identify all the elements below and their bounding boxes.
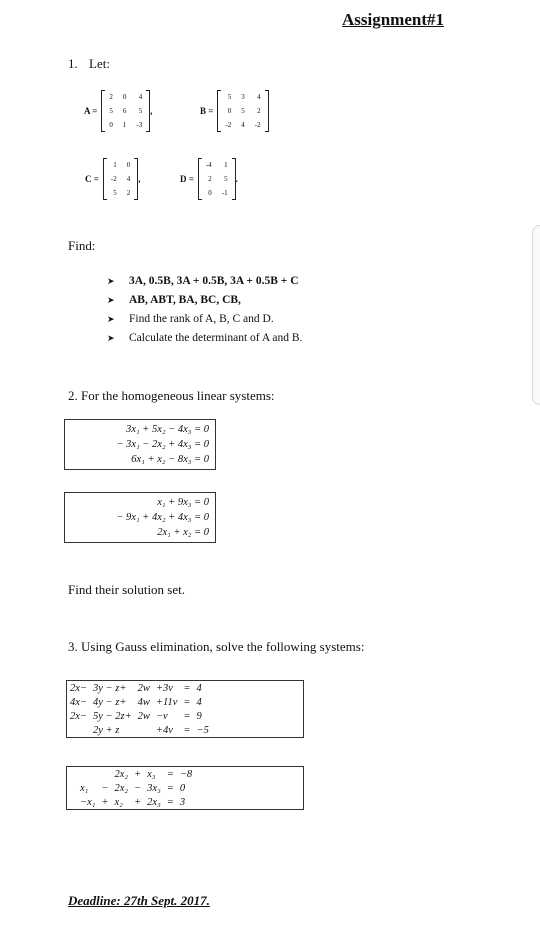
gauss-2-cell: x₁ <box>80 782 89 794</box>
gauss-2-cell: = <box>166 768 174 780</box>
gauss-2-cell: −8 <box>179 768 193 780</box>
gauss-1-cell: 4 <box>196 696 202 708</box>
gauss-2-cell <box>77 767 98 781</box>
equation-line: − 9x₁ + 4x₂ + 4x₃ = 0 <box>116 512 209 523</box>
task-list <box>107 272 302 348</box>
gauss-2-cell: + <box>101 796 109 808</box>
matrix-d-name: D = <box>180 174 194 184</box>
gauss-2-cell: −x₁ <box>80 796 96 808</box>
equation-line: 2x₁ + x₂ = 0 <box>157 527 209 538</box>
equation-line: 6x₁ + x₂ − 8x₃ = 0 <box>131 454 209 465</box>
matrix-c-cell: 0 <box>126 161 131 169</box>
task-item <box>107 329 302 348</box>
matrix-b-cell: 0 <box>227 107 232 115</box>
task-item <box>107 291 302 310</box>
gauss-system-1 <box>66 680 304 738</box>
matrix-b-row <box>220 90 265 104</box>
matrix-b-row <box>220 118 265 132</box>
matrix-b-row <box>220 104 265 118</box>
matrix-c-row <box>106 186 135 200</box>
gauss-1-cell: 3y − z+ <box>93 682 127 694</box>
matrix-a <box>84 90 152 132</box>
matrix-b <box>200 90 269 132</box>
homogeneous-system-1 <box>64 419 216 470</box>
matrix-a-row <box>104 104 147 118</box>
gauss-2-cell: = <box>166 782 174 794</box>
gauss-2-cell: 3x₃ <box>147 782 161 794</box>
find-label: Find: <box>68 238 96 253</box>
matrix-d-cell: 0 <box>208 189 212 197</box>
matrix-a-cell: 0 <box>122 93 127 101</box>
matrix-a-table <box>104 90 147 132</box>
task-text: AB, ABT, BA, BC, CB, <box>129 294 241 306</box>
gauss-system-1-table <box>67 681 212 737</box>
matrix-d-cell: 1 <box>224 161 228 169</box>
matrix-b-cell: 5 <box>227 93 232 101</box>
task-text: Calculate the determinant of A and B. <box>129 332 303 344</box>
q1-heading <box>68 56 110 72</box>
matrix-a-cell: 2 <box>109 93 113 101</box>
gauss-1-cell: = <box>183 696 191 708</box>
gauss-system-2 <box>66 766 304 810</box>
task-text: Find the rank of A, B, C and D. <box>129 313 274 325</box>
matrix-a-suffix: , <box>150 106 153 116</box>
matrix-c-name: C = <box>85 174 99 184</box>
matrix-d <box>180 158 238 200</box>
matrix-d-cell: -4 <box>205 161 212 169</box>
gauss-1-cell: +11v <box>155 696 178 708</box>
gauss-1-cell: 4y − z+ <box>93 696 127 708</box>
matrix-c-cell: 1 <box>113 161 117 169</box>
gauss-2-cell: x₂ <box>114 796 123 808</box>
matrix-a-cell: 0 <box>109 121 113 129</box>
matrix-a-cell: 6 <box>122 107 127 115</box>
matrix-a-cell: 1 <box>122 121 127 129</box>
q3-heading: 3. Using Gauss elimination, solve the following systems: <box>68 639 365 654</box>
gauss-2-cell: 3 <box>179 796 186 808</box>
q2-heading: 2. For the homogeneous linear systems: <box>68 388 275 403</box>
gauss-1-cell: = <box>183 682 191 694</box>
gauss-1-cell: 5y − 2z+ <box>93 710 132 722</box>
matrix-c-cell: -2 <box>110 175 117 183</box>
matrix-b-cell: 2 <box>257 107 261 115</box>
gauss-1-cell: −v <box>155 710 168 722</box>
matrix-b-cell: 4 <box>257 93 261 101</box>
gauss-2-row <box>77 767 195 781</box>
matrix-c <box>85 158 140 200</box>
gauss-1-cell <box>135 723 153 737</box>
gauss-system-2-table <box>77 767 195 809</box>
gauss-2-row <box>77 795 195 809</box>
matrix-b-cell: 5 <box>241 107 245 115</box>
gauss-1-cell: 4x− <box>70 696 87 708</box>
arrow-bullet-icon: ➤ <box>107 295 115 305</box>
matrix-a-cell: 5 <box>109 107 113 115</box>
matrix-a-cell: 5 <box>138 107 143 115</box>
task-text: 3A, 0.5B, 3A + 0.5B, 3A + 0.5B + C <box>129 275 299 287</box>
arrow-bullet-icon: ➤ <box>107 333 115 343</box>
matrix-d-table <box>201 158 233 200</box>
gauss-1-row <box>67 695 212 709</box>
task-item <box>107 272 302 291</box>
deadline: Deadline: 27th Sept. 2017. <box>68 893 210 908</box>
q2-find: Find their solution set. <box>68 582 185 597</box>
gauss-1-row <box>67 681 212 695</box>
equation-line: − 3x₁ − 2x₂ + 4x₃ = 0 <box>116 439 209 450</box>
gauss-1-cell <box>67 723 90 737</box>
matrix-b-cell: 3 <box>241 93 245 101</box>
matrix-d-row <box>201 186 233 200</box>
gauss-1-cell: 9 <box>196 710 202 722</box>
scrollbar[interactable] <box>532 225 540 405</box>
gauss-1-cell: 2w <box>137 710 150 722</box>
gauss-2-cell <box>98 767 111 781</box>
gauss-2-cell: 2x₂ <box>114 768 129 780</box>
matrix-c-cell: 2 <box>126 189 131 197</box>
matrix-a-name: A = <box>84 106 98 116</box>
gauss-2-cell: + <box>134 768 142 780</box>
arrow-bullet-icon: ➤ <box>107 314 115 324</box>
gauss-1-cell: 4 <box>196 682 202 694</box>
matrix-d-row <box>201 172 233 186</box>
gauss-2-cell: + <box>134 796 142 808</box>
matrix-b-name: B = <box>200 106 214 116</box>
gauss-2-row <box>77 781 195 795</box>
matrix-b-cell: -2 <box>254 121 261 129</box>
gauss-1-cell: 2y + z <box>93 724 120 736</box>
matrix-a-cell: -3 <box>136 121 143 129</box>
matrix-d-cell: 2 <box>208 175 212 183</box>
equation-line: x₁ + 9x₃ = 0 <box>157 497 209 508</box>
gauss-2-cell: − <box>101 782 109 794</box>
matrix-c-suffix: , <box>138 174 141 184</box>
matrix-c-cell: 4 <box>126 175 131 183</box>
homogeneous-system-2 <box>64 492 216 543</box>
assignment-title: Assignment#1 <box>342 10 445 29</box>
matrix-c-row <box>106 158 135 172</box>
matrix-d-row <box>201 158 233 172</box>
matrix-a-row <box>104 118 147 132</box>
gauss-1-row <box>67 723 212 737</box>
gauss-2-cell: x₃ <box>147 768 156 780</box>
gauss-2-cell: 2x₂ <box>114 782 129 794</box>
gauss-1-cell: 2w <box>137 682 150 694</box>
q1-label: Let: <box>89 56 110 71</box>
gauss-1-cell: −5 <box>196 724 209 736</box>
equation-line: 3x₁ + 5x₂ − 4x₃ = 0 <box>126 424 209 435</box>
gauss-1-cell: = <box>183 710 191 722</box>
gauss-2-cell: 2x₃ <box>147 796 161 808</box>
matrix-b-table <box>220 90 265 132</box>
gauss-1-cell: +3v <box>155 682 173 694</box>
matrix-a-row <box>104 90 147 104</box>
gauss-1-cell: 2x− <box>70 682 87 694</box>
arrow-bullet-icon: ➤ <box>107 276 115 286</box>
task-item <box>107 310 302 329</box>
matrix-b-cell: 4 <box>241 121 245 129</box>
matrix-d-suffix: . <box>235 174 238 184</box>
gauss-1-cell: 4w <box>137 696 150 708</box>
gauss-1-cell: = <box>183 724 191 736</box>
gauss-1-row <box>67 709 212 723</box>
gauss-1-cell: 2x− <box>70 710 87 722</box>
matrix-d-cell: 5 <box>224 175 228 183</box>
matrix-c-table <box>106 158 135 200</box>
matrix-a-cell: 4 <box>138 93 143 101</box>
q1-number: 1. <box>68 56 78 71</box>
gauss-2-cell: = <box>166 796 174 808</box>
gauss-1-cell: +4v <box>155 724 173 736</box>
matrix-d-cell: -1 <box>221 189 228 197</box>
gauss-2-cell: 0 <box>179 782 186 794</box>
matrix-c-row <box>106 172 135 186</box>
gauss-2-cell: − <box>134 782 142 794</box>
matrix-b-cell: -2 <box>225 121 232 129</box>
matrix-c-cell: 5 <box>113 189 117 197</box>
